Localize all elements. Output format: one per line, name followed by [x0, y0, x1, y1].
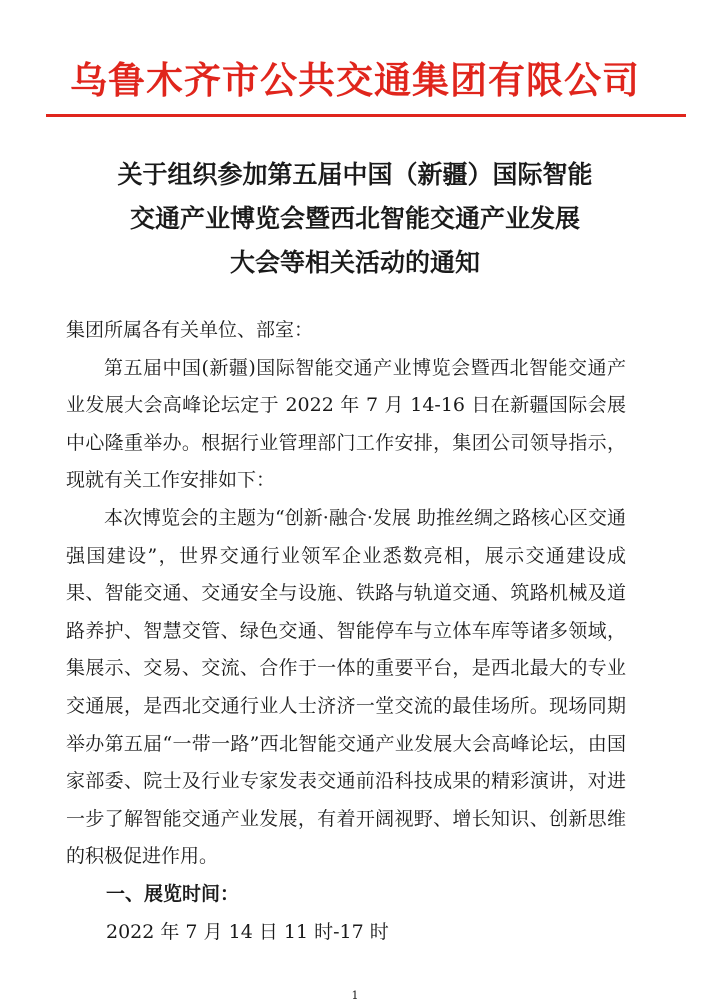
section-heading: 一、展览时间： — [106, 882, 240, 905]
document-body — [66, 312, 626, 951]
title-line: 关于组织参加第五届中国（新疆）国际智能 — [117, 160, 593, 189]
body-paragraph: 第五届中国(新疆)国际智能交通产业博览会暨西北智能交通产业发展大会高峰论坛定于 2022 年 7 月 14-16 日在新疆国际会展中心隆重举办。根据行业管理部门工作安排，集团公司领导指示，现就有关工作安排如下： — [66, 356, 626, 492]
title-line: 交通产业博览会暨西北智能交通产业发展 — [129, 204, 580, 233]
header-red-rule — [46, 114, 686, 117]
document-title — [40, 153, 670, 285]
title-line: 大会等相关活动的通知 — [229, 248, 480, 277]
page-number: 1 — [351, 989, 359, 1002]
section-text: 2022 年 7 月 14 日 11 时-17 时 — [106, 920, 389, 943]
org-header-title: 乌鲁木齐市公共交通集团有限公司 — [70, 59, 640, 102]
salutation: 集团所属各有关单位、部室： — [66, 319, 314, 341]
body-paragraph: 本次博览会的主题为“创新·融合·发展 助推丝绸之路核心区交通强国建设”，世界交通行业领军企业悉数亮相，展示交通建设成果、智能交通、交通安全与设施、铁路与轨道交通、筑路机械及道路养护、智慧交管、绿色交通、智能停车与立体车库等诸多领域，集展示、交易、交流、合作于一体的重要平台，是西北最大的专业交通展，是西北交通行业人士济济一堂交流的最佳场所。现场同期举办第五届“一带一路”西北智能交通产业发展大会高峰论坛，由国家部委、院士及行业专家发表交通前沿科技成果的精彩演讲，对进一步了解智能交通产业发展，有着开阔视野、增长知识、创新思维的积极促进作用。 — [66, 506, 626, 868]
